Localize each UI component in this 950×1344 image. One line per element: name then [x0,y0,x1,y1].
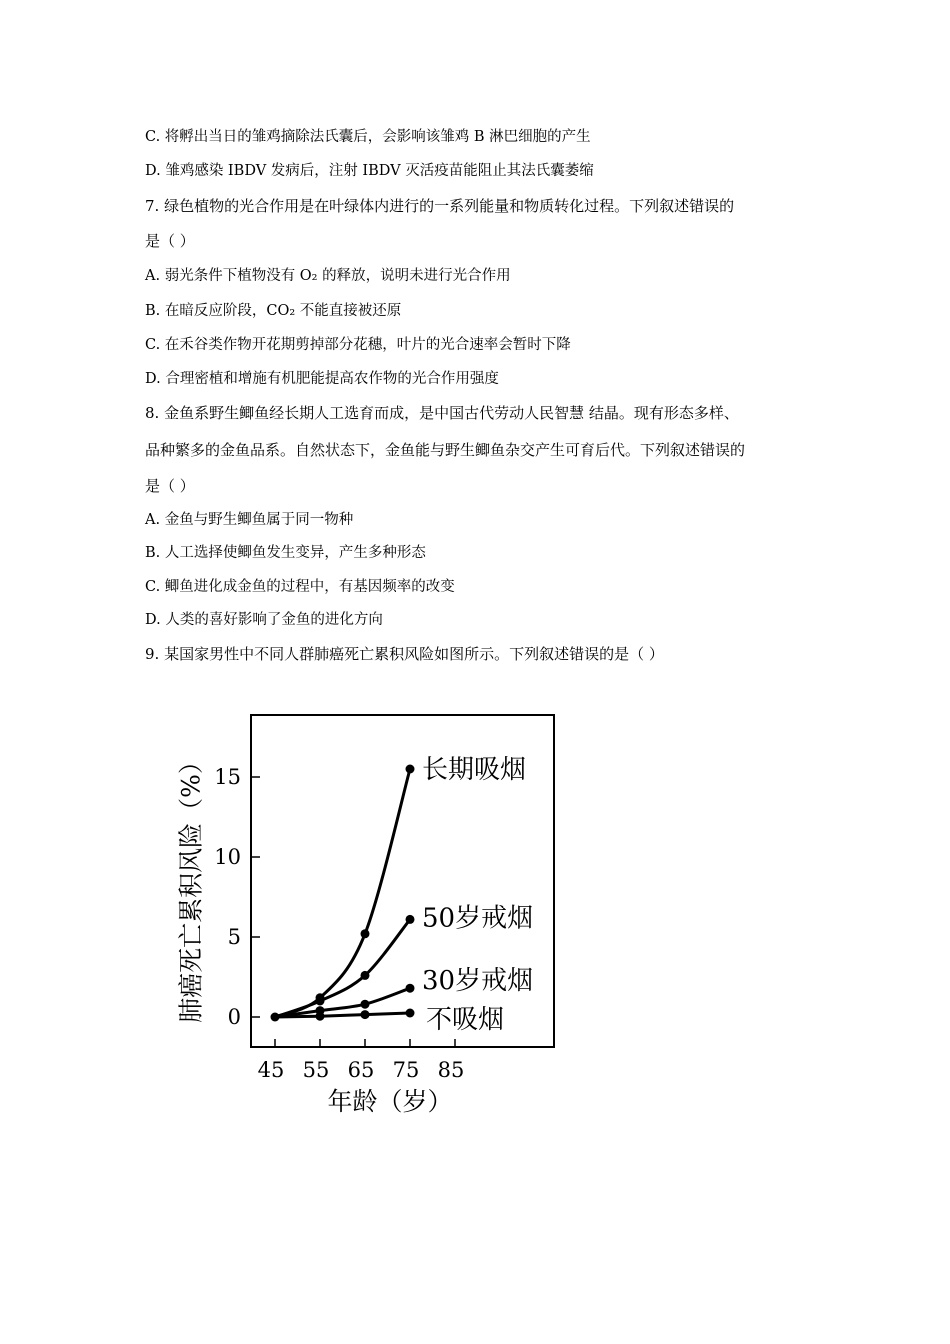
y-axis [214,765,260,1029]
data-point [361,929,370,938]
x-axis-label: 年龄（岁） [327,1087,453,1116]
question-7-stem: 7. 绿色植物的光合作用是在叶绿体内进行的一系列能量和物质转化过程。下列叙述错误的 [145,197,735,215]
option-7c: C. 在禾谷类作物开花期剪掉部分花穗，叶片的光合速率会暂时下降 [145,337,571,353]
option-8d: D. 人类的喜好影响了金鱼的进化方向 [145,612,383,628]
series-labels [422,755,533,1035]
option-8c: C. 鲫鱼进化成金鱼的过程中，有基因频率的改变 [145,579,455,595]
question-7-stem-cont: 是（ ） [145,232,195,250]
data-point [316,1012,325,1021]
x-tick-label: 85 [437,1058,465,1082]
series-lines [275,769,410,1017]
chart-svg [165,700,585,1130]
data-point [406,765,415,774]
x-tick-label: 55 [302,1058,330,1082]
series-points [271,765,415,1022]
series-label-3: 30岁戒烟 [422,966,534,997]
series-line-2 [275,919,410,1017]
option-7b: B. 在暗反应阶段，CO₂ 不能直接被还原 [145,303,402,319]
series-label-1: 长期吸烟 [422,755,527,785]
option-8a: A. 金鱼与野生鲫鱼属于同一物种 [145,512,354,528]
option-6c: C. 将孵出当日的雏鸡摘除法氏囊后，会影响该雏鸡 B 淋巴细胞的产生 [145,129,591,145]
x-axis [258,1039,465,1082]
series-label-4: 不吸烟 [426,1005,505,1035]
y-tick-label: 15 [214,765,241,789]
data-point [406,1009,415,1018]
y-tick-label: 0 [227,1005,241,1029]
data-point [406,915,415,924]
option-7d: D. 合理密植和增施有机肥能提高农作物的光合作用强度 [145,371,499,387]
y-tick-label: 5 [227,925,241,949]
y-tick-label: 10 [214,845,241,869]
option-7a: A. 弱光条件下植物没有 O₂ 的释放，说明未进行光合作用 [145,268,511,284]
series-line-1 [275,769,410,1017]
data-point [316,997,325,1006]
data-point [361,971,370,980]
data-point [406,984,415,993]
x-tick-label: 65 [347,1058,375,1082]
data-point [361,1010,370,1019]
option-8b: B. 人工选择使鲫鱼发生变异，产生多种形态 [145,545,426,561]
data-point [361,1000,370,1009]
data-point [271,1013,280,1022]
question-8-stem: 8. 金鱼系野生鲫鱼经长期人工选育而成，是中国古代劳动人民智慧 结晶。现有形态多样、 [145,404,739,422]
question-8-stem-cont: 品种繁多的金鱼品系。自然状态下，金鱼能与野生鲫鱼杂交产生可育后代。下列叙述错误的 [145,441,746,459]
question-8-stem-end: 是（ ） [145,477,195,495]
x-tick-label: 75 [392,1058,420,1082]
x-tick-label: 45 [257,1058,285,1082]
question-9-stem: 9. 某国家男性中不同人群肺癌死亡累积风险如图所示。下列叙述错误的是（ ） [145,645,664,663]
series-label-2: 50岁戒烟 [422,903,534,934]
y-axis-label: 肺癌死亡累积风险（%） [176,749,206,1023]
option-6d: D. 雏鸡感染 IBDV 发病后，注射 IBDV 灭活疫苗能阻止其法氏囊萎缩 [145,163,594,179]
lung-cancer-risk-chart [165,700,585,1130]
